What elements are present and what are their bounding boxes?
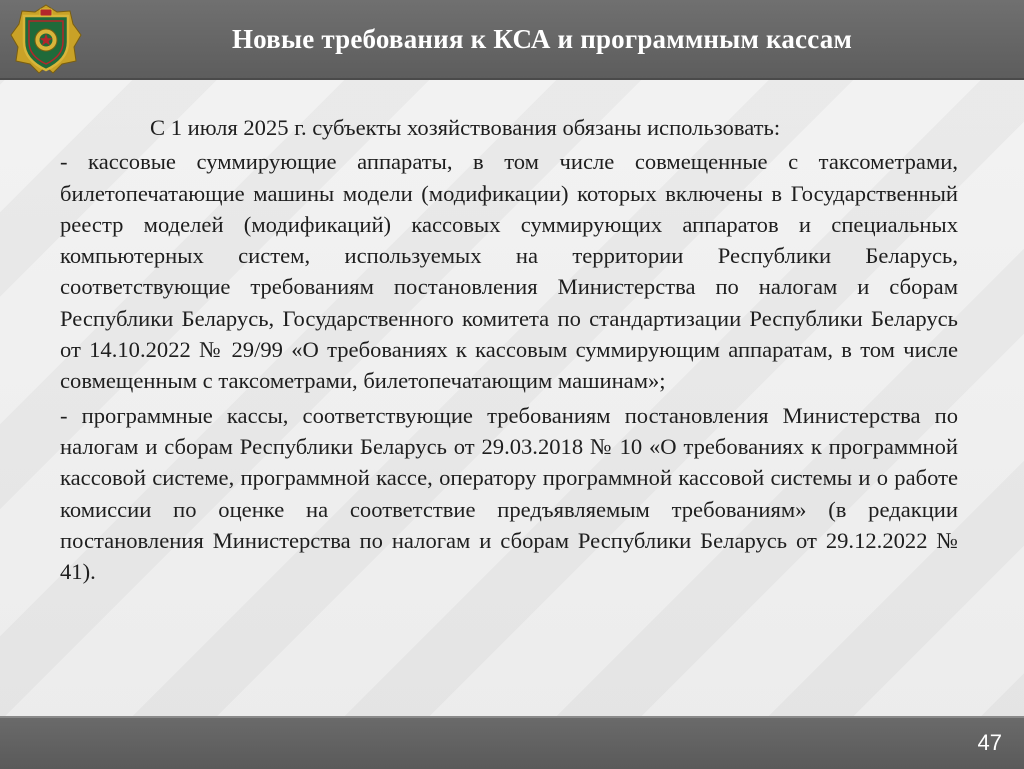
list-item: - программные кассы, соответствующие требованиям постановления Министерства по налогам и сборам Республики Беларусь от 29.03.2018 № 10 «О требованиях к программной кассовой системе, программной кассе, оператору программной кассовой системы и о работе комиссии по оценке на соответствие предъявляемым требованиям» (в редакции постановления Министерства по налогам и сборам Республики Беларусь от 29.12.2022 № 41).: [60, 402, 958, 585]
list-item: - кассовые суммирующие аппараты, в том числе совмещенные с таксометрами, билетопечатающие машины модели (модификации) которых включены в Государственный реестр моделей (модификаций) кассовых суммирующих аппаратов и специальных компьютерных систем, используемых на территории Республики Беларусь, соответствующие требованиям постановления Министерства по налогам и сборам Республики Беларусь, Государственного комитета по стандартизации Республики Беларусь от 14.10.2022 № 29/99 «О требованиях к кассовым суммирующим аппаратам, в том числе совмещенным с таксометрами, билетопечатающим машинам»;: [60, 149, 958, 394]
emblem-icon: [10, 4, 82, 74]
slide-content: [60, 112, 958, 587]
intro-paragraph: С 1 июля 2025 г. субъекты хозяйствования обязаны использовать:: [150, 115, 781, 140]
page-title: Новые требования к КСА и программным кассам: [231, 24, 853, 54]
slide-header: [0, 0, 1024, 80]
page-number: 47: [977, 730, 1002, 755]
slide-footer: [0, 716, 1024, 769]
